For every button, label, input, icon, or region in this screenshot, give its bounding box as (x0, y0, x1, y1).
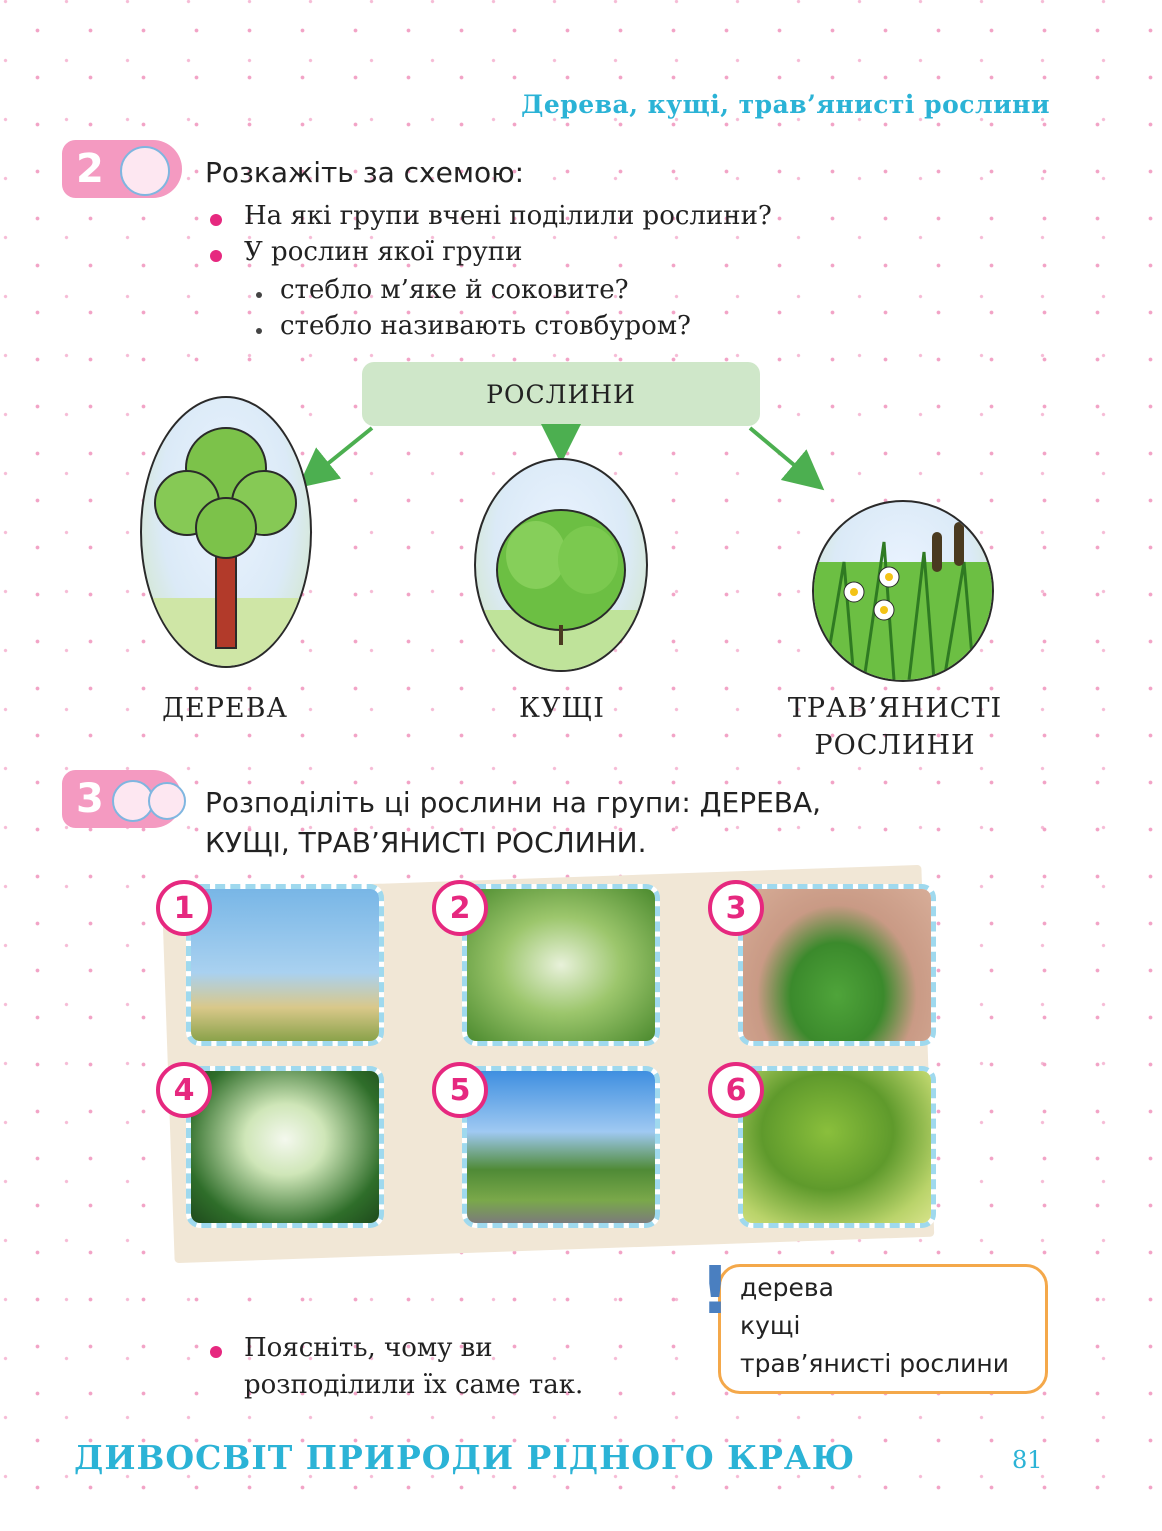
note-term-1: дерева (740, 1273, 834, 1302)
photo-number-4: 4 (156, 1062, 212, 1118)
followup-line1: Поясніть, чому ви (244, 1333, 493, 1363)
task-2-instruction: Розкажіть за схемою: (205, 156, 525, 189)
photo-number-6: 6 (708, 1062, 764, 1118)
photo-number-5: 5 (432, 1062, 488, 1118)
bullet-icon (210, 1346, 222, 1358)
photo-4 (186, 1066, 384, 1228)
note-term-3: трав’янисті рослини (740, 1349, 1009, 1378)
followup-line2: розподілили їх саме так. (244, 1370, 584, 1400)
arrow-to-trees (310, 428, 372, 478)
note-term-2: кущі (740, 1311, 801, 1340)
photo-5 (462, 1066, 660, 1228)
herbaceous-illustration (812, 500, 994, 682)
task-3-badge (62, 770, 182, 828)
question-1: На які групи вчені поділили рослини? (244, 201, 772, 231)
task-2-number: 2 (76, 146, 104, 192)
category-trees: ДЕРЕВА (162, 693, 288, 724)
task-3-number: 3 (76, 776, 104, 822)
sub-question-1: стебло м’яке й соковите? (280, 275, 629, 305)
task-3-instruction-line2: КУЩІ, ТРАВ’ЯНИСТІ РОСЛИНИ. (205, 826, 647, 859)
diagram-root-box: РОСЛИНИ (362, 362, 760, 426)
book-title: ДИВОСВІТ ПРИРОДИ РІДНОГО КРАЮ (74, 1438, 856, 1477)
page-number: 81 (1012, 1446, 1043, 1474)
tree-icon (142, 398, 310, 666)
child-face-icon (148, 782, 186, 820)
category-herbaceous-line2: РОСЛИНИ (814, 730, 976, 761)
grass-icon (814, 502, 992, 680)
photo-3 (738, 884, 936, 1046)
sub-question-2: стебло називають стовбуром? (280, 311, 691, 341)
arrow-to-herbs (750, 428, 812, 480)
question-2: У рослин якої групи (244, 237, 523, 267)
category-shrubs: КУЩІ (519, 693, 605, 724)
tree-illustration (140, 396, 312, 668)
photo-6 (738, 1066, 936, 1228)
photo-number-3: 3 (708, 880, 764, 936)
photo-1 (186, 884, 384, 1046)
photo-number-2: 2 (432, 880, 488, 936)
shrub-icon (476, 460, 646, 670)
photo-2 (462, 884, 660, 1046)
shrub-illustration (474, 458, 648, 672)
running-title: Дерева, кущі, трав’янисті рослини (521, 90, 1050, 119)
category-herbaceous-line1: ТРАВ’ЯНИСТІ (787, 693, 1003, 724)
exclamation-icon: ! (700, 1252, 731, 1329)
photo-number-1: 1 (156, 880, 212, 936)
task-3-instruction-line1: Розподіліть ці рослини на групи: ДЕРЕВА, (205, 786, 822, 819)
